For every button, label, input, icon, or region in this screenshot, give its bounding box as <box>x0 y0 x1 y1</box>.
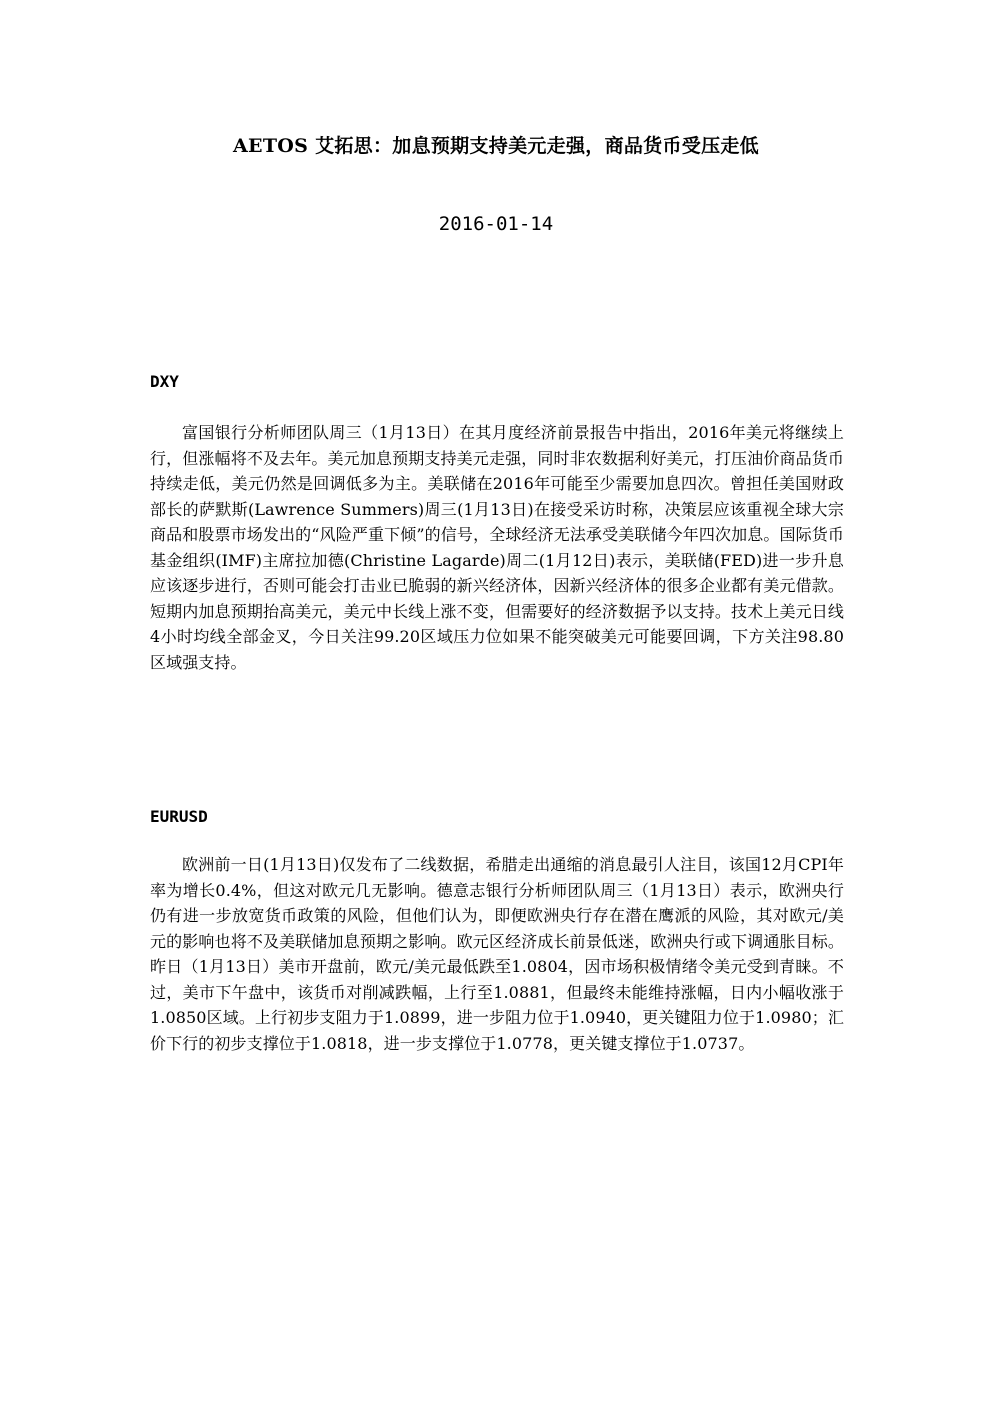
document-date: 2016-01-14 <box>438 213 554 235</box>
document-title: AETOS 艾拓思：加息预期支持美元走强，商品货币受压走低 <box>233 135 759 157</box>
section-body-dxy: 富国银行分析师团队周三（1月13日）在其月度经济前景报告中指出，2016年美元将继续上行，但涨幅将不及去年。美元加息预期支持美元走强，同时非农数据利好美元，打压油价商品货币持续走低，美元仍然是回调低多为主。美联储在2016年可能至少需要加息四次。曾担任美国财政部长的萨默斯(Lawrence Summers)周三(1月13日)在接受采访时称，决策层应该重视全球大宗商品和股票市场发出的“风险严重下倾”的信号，全球经济无法承受美联储今年四次加息。国际货币基金组织(IMF)主席拉加德(Christine Lagarde)周二(1月12日)表示，美联储(FED)进一步升息应该逐步进行，否则可能会打击业已脆弱的新兴经济体，因新兴经济体的很多企业都有美元借款。短期内加息预期抬高美元，美元中长线上涨不变，但需要好的经济数据予以支持。技术上美元日线4小时均线全部金叉，今日关注99.20区域压力位如果不能突破美元可能要回调，下方关注98.80区域强支持。 <box>150 423 844 672</box>
section-body-eurusd: 欧洲前一日(1月13日)仅发布了二线数据，希腊走出通缩的消息最引人注目，该国12月CPI年率为增长0.4%，但这对欧元几无影响。德意志银行分析师团队周三（1月13日）表示，欧洲央行仍有进一步放宽货币政策的风险，但他们认为，即便欧洲央行存在潜在鹰派的风险，其对欧元/美元的影响也将不及美联储加息预期之影响。欧元区经济成长前景低迷，欧洲央行或下调通胀目标。昨日（1月13日）美市开盘前，欧元/美元最低跌至1.0804，因市场积极情绪令美元受到青睐。不过，美市下午盘中，该货币对削减跌幅，上行至1.0881，但最终未能维持涨幅，日内小幅收涨于1.0850区域。上行初步支阻力于1.0899，进一步阻力位于1.0940，更关键阻力位于1.0980；汇价下行的初步支撑位于1.0818，进一步支撑位于1.0778，更关键支撑位于1.0737。 <box>150 855 844 1053</box>
section-heading-eurusd: EURUSD <box>150 807 208 826</box>
section-heading-dxy: DXY <box>150 372 179 391</box>
